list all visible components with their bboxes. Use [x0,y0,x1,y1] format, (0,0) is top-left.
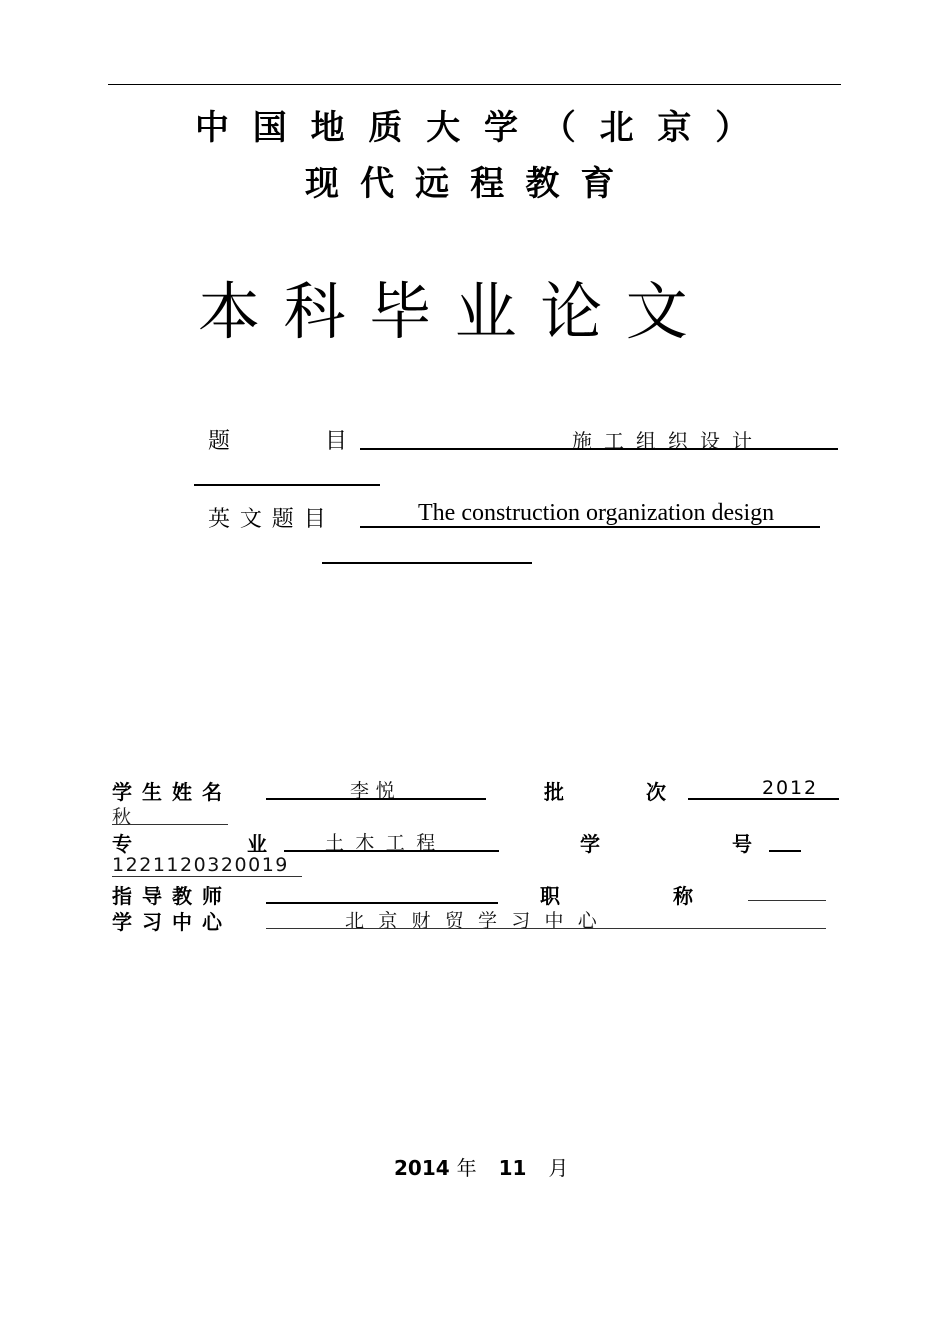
advisor-underline [266,902,498,904]
rank-label-first: 职 [540,884,570,908]
rank-label-second: 称 [673,884,703,908]
major-label-second: 业 [247,832,277,856]
title-label-first: 题 [208,429,231,454]
title-underline-continued [194,484,380,486]
document-date [394,1152,568,1181]
student-name-underline [266,798,486,800]
title-label-second: 目 [325,429,348,454]
batch-label-second: 次 [646,780,676,804]
major-value: 土木工程 [325,832,447,854]
english-title-value: The construction organization design [418,500,775,526]
major-label-first: 专 [112,832,142,856]
study-center-label: 学习中心 [112,910,232,934]
document-type-title: 本科毕业论文 [198,275,712,348]
study-center-value: 北京财贸学习中心 [345,910,612,932]
date-month-unit: 月 [548,1156,569,1180]
batch-season-value: 秋 [112,806,132,828]
rank-underline [748,900,826,901]
title-underline [360,448,838,450]
study-center-underline [266,928,826,929]
english-title-underline-continued [322,562,532,564]
date-month: 11 [498,1156,527,1180]
student-id-label-first: 学 [580,832,610,856]
batch-year-underline [688,798,839,800]
program-name: 现代远程教育 [305,164,636,204]
student-id-label-second: 号 [732,832,762,856]
batch-label-first: 批 [544,780,574,804]
student-id-underline [769,850,801,852]
university-name: 中国地质大学（北京） [195,108,773,148]
advisor-label: 指导教师 [112,884,232,908]
title-value: 施工组织设计 [572,429,764,453]
student-id-value: 1221120320019 [112,854,289,876]
english-title-label: 英文题目 [208,507,336,532]
batch-year-value: 2012 [762,777,818,799]
student-name-value: 李悦 [350,780,402,802]
date-year-unit: 年 [456,1156,477,1180]
date-year: 2014 [394,1156,450,1180]
top-rule [108,84,841,85]
student-name-label: 学生姓名 [112,780,232,804]
batch-season-underline [112,824,228,825]
major-underline [284,850,499,852]
student-id-value-underline [112,876,302,877]
english-title-underline [360,526,820,528]
